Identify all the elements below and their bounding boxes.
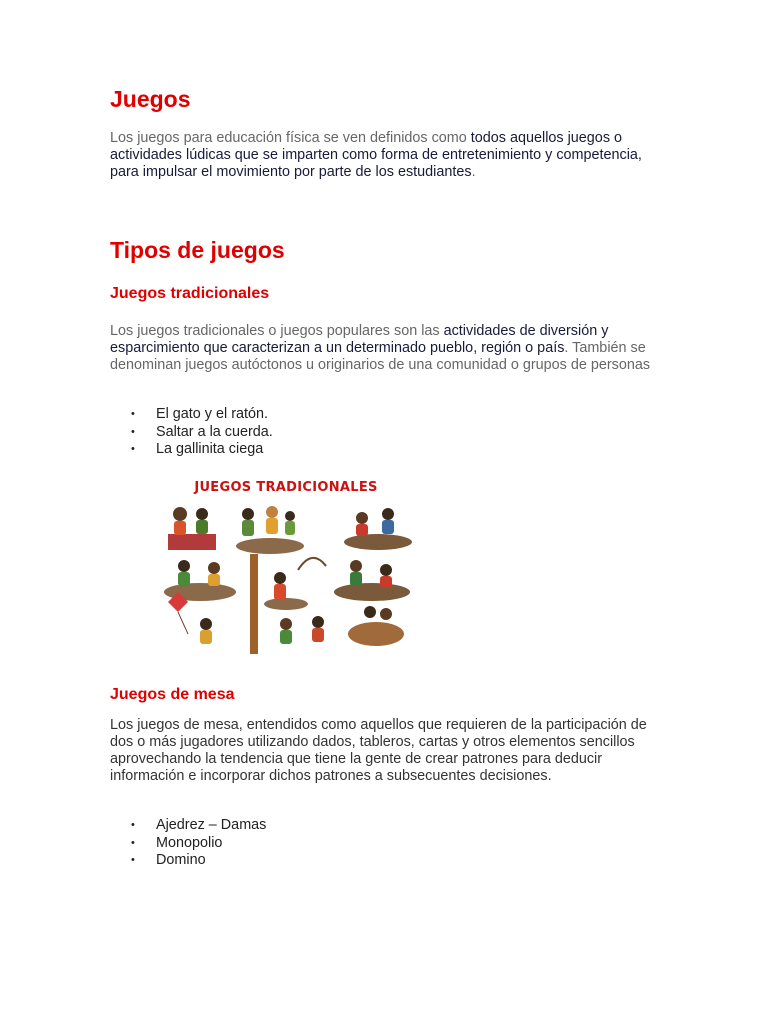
trad-text-dark: actividades de diversión y esparcimiento que caracterizan a un determinado pueblo, región o país	[110, 323, 609, 356]
list-item: • Monopolio	[110, 835, 266, 853]
illustration-artwork	[158, 474, 418, 658]
figure-group-6	[334, 560, 410, 601]
heading-juegos-tradicionales: Juegos tradicionales	[110, 285, 270, 302]
intro-text-dark: todos aquellos juegos o actividades lúdicas que se imparten como forma de entretenimiento y competencia, para impulsar el movimiento por parte de los estudiantes	[110, 130, 642, 180]
figure-group-5	[264, 572, 308, 610]
juegos-intro-paragraph	[110, 130, 670, 181]
list-item: • Domino	[110, 852, 266, 870]
mesa-list	[110, 817, 266, 870]
heading-juegos: Juegos	[110, 86, 191, 112]
mesa-paragraph: Los juegos de mesa, entendidos como aquellos que requieren de la participación de dos o más jugadores utilizando dados, tableros, cartas y otros elementos sencillos aprovechando la tendencia que tiene la gente de crear patrones para deducir información e incorporar dichos patrones a subsecuentes decisiones.	[110, 717, 647, 784]
heading-juegos-de-mesa: Juegos de mesa	[110, 686, 235, 703]
figure-group-7	[200, 606, 404, 646]
intro-text-end: .	[471, 164, 476, 180]
figure-group-4	[164, 560, 236, 601]
figure-group-1	[168, 507, 216, 550]
tradicionales-list	[110, 406, 273, 459]
tradicionales-paragraph	[110, 323, 670, 374]
trad-text-gray-2: . También se denominan juegos autóctonos u originarios de una comunidad o grupos de personas	[110, 340, 651, 373]
list-item: • El gato y el ratón.	[110, 406, 273, 424]
heading-tipos-de-juegos: Tipos de juegos	[110, 237, 285, 263]
figure-group-2	[236, 506, 304, 554]
illustration-title: JUEGOS TRADICIONALES	[194, 480, 378, 495]
list-item: • Saltar a la cuerda.	[110, 424, 273, 442]
intro-text-gray: Los juegos para educación física se ven definidos como	[110, 130, 471, 146]
juegos-tradicionales-illustration	[158, 474, 418, 658]
list-item: • La gallinita ciega	[110, 441, 273, 459]
trad-text-gray: Los juegos tradicionales o juegos populares son las	[110, 323, 444, 339]
list-item: • Ajedrez – Damas	[110, 817, 266, 835]
figure-group-3	[344, 508, 412, 550]
